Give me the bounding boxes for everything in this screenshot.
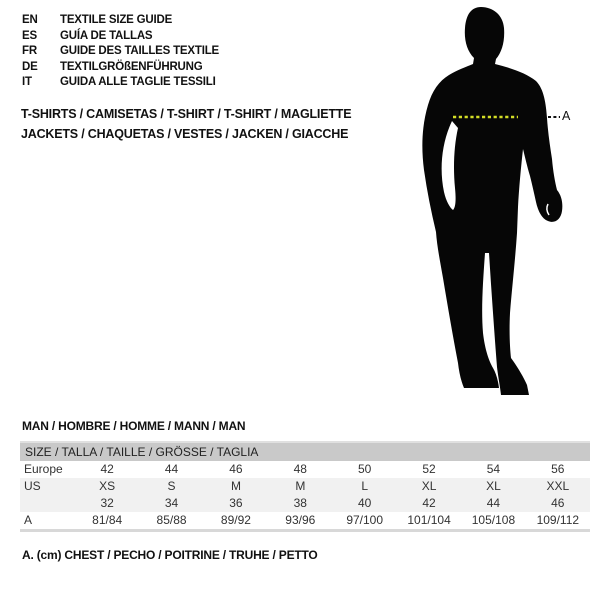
language-code: ES — [22, 29, 37, 42]
language-title: TEXTILE SIZE GUIDE — [60, 14, 173, 26]
table-cell: 105/108 — [471, 513, 516, 527]
table-cell: 36 — [229, 496, 243, 510]
language-code: IT — [22, 76, 32, 89]
language-title: GUIDE DES TAILLES TEXTILE — [60, 45, 219, 58]
table-cell: 85/88 — [156, 513, 187, 527]
table-cell: 101/104 — [407, 513, 451, 527]
table-cell: M — [230, 479, 241, 493]
language-code: FR — [22, 45, 37, 58]
size-table-body — [20, 461, 590, 529]
table-cell: XXL — [546, 479, 570, 493]
category-line-jackets: JACKETS / CHAQUETAS / VESTES / JACKEN / GIACCHE — [21, 127, 349, 141]
table-cell: S — [167, 479, 176, 493]
measurement-label-a: A — [562, 109, 571, 123]
size-table-header: SIZE / TALLA / TAILLE / GRÖSSE / TAGLIA — [20, 443, 590, 461]
table-cell: 34 — [164, 496, 179, 510]
table-cell: 52 — [422, 462, 436, 476]
table-row — [20, 478, 590, 495]
table-cell: 46 — [229, 462, 243, 476]
table-cell: 109/112 — [536, 513, 580, 527]
table-cell: XL — [421, 479, 437, 493]
row-label: A — [24, 513, 33, 527]
table-cell: 54 — [486, 462, 501, 476]
language-title: GUIDA ALLE TAGLIE TESSILI — [60, 76, 216, 89]
table-cell: 42 — [422, 496, 436, 510]
table-cell: 38 — [293, 496, 307, 510]
table-cell: 48 — [293, 462, 307, 476]
table-cell: 93/96 — [285, 513, 316, 527]
man-body-shape — [422, 7, 562, 395]
row-label — [20, 495, 75, 512]
table-cell: 40 — [358, 496, 372, 510]
table-cell: 44 — [164, 462, 179, 476]
row-label: Europe — [24, 462, 63, 476]
table-row — [20, 495, 590, 512]
table-row — [20, 512, 590, 529]
table-cell: 56 — [551, 462, 565, 476]
table-cell: 44 — [486, 496, 501, 510]
language-code: EN — [22, 14, 38, 26]
gender-label: MAN / HOMBRE / HOMME / MANN / MAN — [22, 419, 246, 433]
table-row — [20, 461, 590, 478]
measurement-footnote: A. (cm) CHEST / PECHO / POITRINE / TRUHE / PETTO — [22, 548, 318, 562]
table-cell: 89/92 — [220, 513, 251, 527]
table-cell: XL — [486, 479, 501, 493]
table-cell: 46 — [551, 496, 565, 510]
table-cell: 50 — [358, 462, 372, 476]
category-line-tshirts: T-SHIRTS / CAMISETAS / T-SHIRT / T-SHIRT / MAGLIETTE — [21, 107, 352, 121]
table-cell: M — [295, 479, 306, 493]
language-title: TEXTILGRÖßENFÜHRUNG — [60, 60, 203, 73]
table-cell: XS — [99, 479, 116, 493]
table-cell: 97/100 — [346, 513, 384, 527]
table-cell: 32 — [100, 496, 114, 510]
language-title: GUÍA DE TALLAS — [60, 29, 153, 42]
table-cell: L — [361, 479, 369, 493]
row-label: US — [24, 479, 41, 493]
size-table — [20, 441, 590, 532]
language-code: DE — [22, 60, 38, 73]
table-cell: 42 — [100, 462, 114, 476]
table-cell: 81/84 — [92, 513, 123, 527]
